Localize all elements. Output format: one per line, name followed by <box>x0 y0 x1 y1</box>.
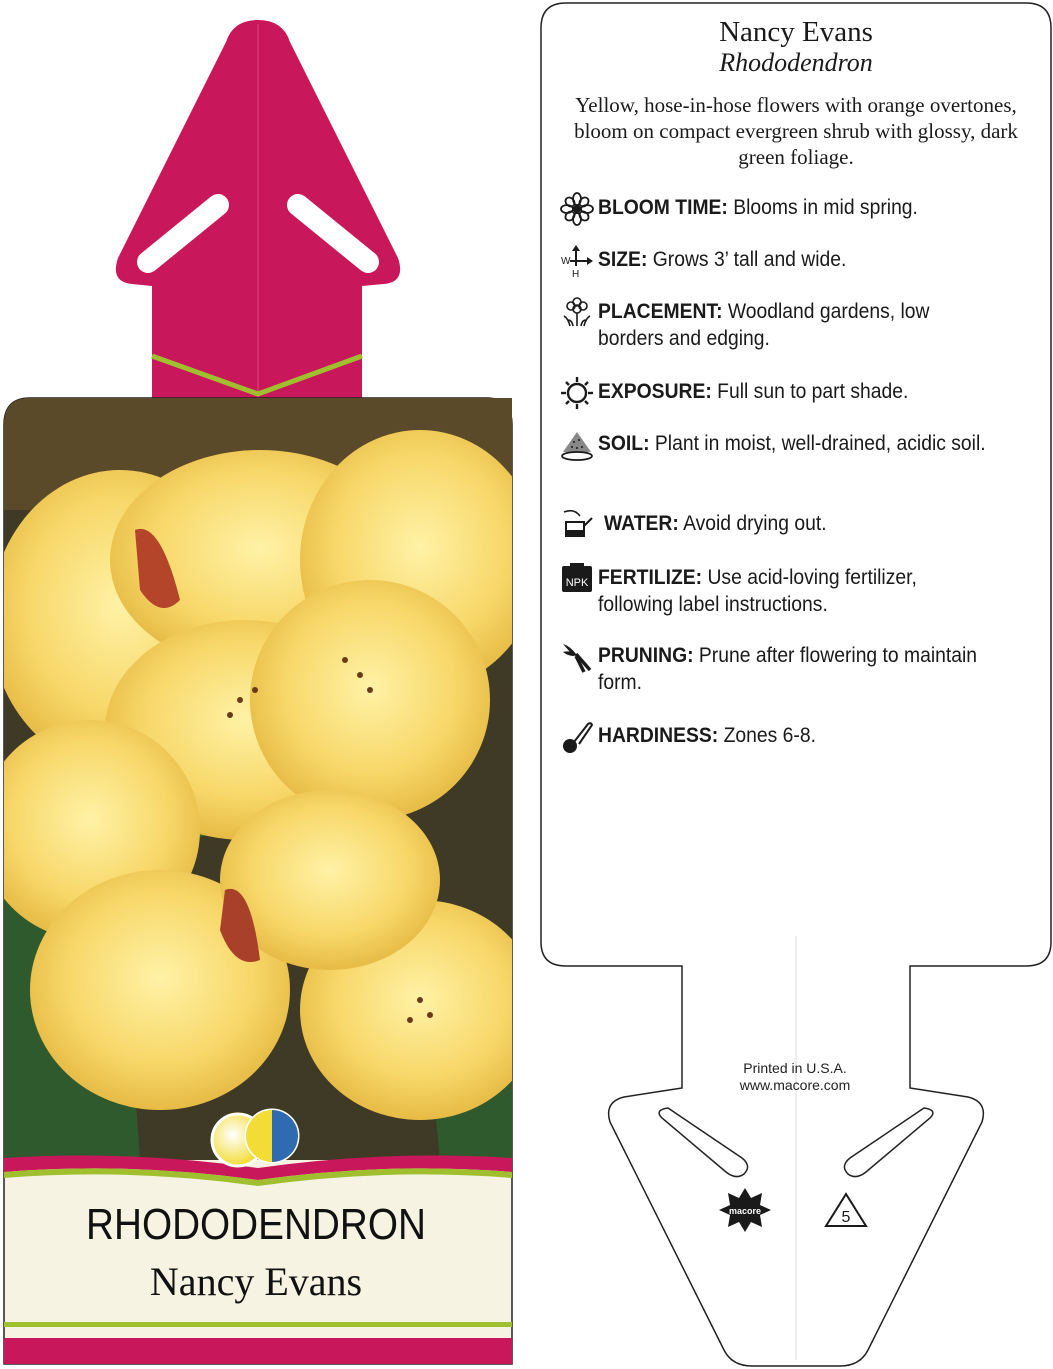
svg-text:NPK: NPK <box>565 577 589 589</box>
rhododendron-photo <box>0 390 540 1170</box>
fertilizer-icon <box>560 562 594 596</box>
front-tag <box>0 20 540 1364</box>
care-label: WATER: <box>604 512 679 535</box>
care-value: Full sun to part shade. <box>717 380 909 403</box>
care-value: Prune after flowering to maintain form. <box>598 644 978 694</box>
care-value: Woodland gardens, low borders and edging. <box>598 300 930 350</box>
soil-icon <box>560 428 594 462</box>
care-label: EXPOSURE: <box>598 380 712 403</box>
macore-logo-text: macore <box>728 1206 762 1216</box>
size-arrows-icon <box>560 244 594 278</box>
thermometer-icon <box>560 720 594 754</box>
front-cultivar-name: Nancy Evans <box>149 1259 363 1304</box>
svg-text:H: H <box>572 269 580 278</box>
care-label: BLOOM TIME: <box>598 196 728 219</box>
care-value: Use acid-loving fertilizer, following label instructions. <box>598 566 917 616</box>
front-bottom-band <box>4 1338 512 1364</box>
pruners-icon <box>560 640 594 674</box>
care-value: Plant in moist, well-drained, acidic soil. <box>654 432 986 455</box>
placement-icon <box>560 296 594 330</box>
care-label: PRUNING: <box>598 644 694 667</box>
care-label: HARDINESS: <box>598 724 719 747</box>
watering-can-icon <box>560 508 594 542</box>
printed-in-usa <box>700 1060 890 1094</box>
printed-in-text: Printed in U.S.A. <box>743 1060 847 1076</box>
care-value: Grows 3’ tall and wide. <box>652 248 847 271</box>
sun-icon <box>560 376 594 410</box>
common-name: Nancy Evans <box>719 16 873 48</box>
botanical-name: Rhododendron <box>719 48 873 77</box>
care-value: Blooms in mid spring. <box>733 196 918 219</box>
svg-text:W: W <box>561 256 571 267</box>
care-value: Avoid drying out. <box>683 512 827 535</box>
plant-description: Yellow, hose-in-hose flowers with orange overtones, bloom on compact evergreen shrub with glossy, dark green foliage. <box>574 93 1018 169</box>
care-label: SOIL: <box>598 432 650 455</box>
flower-icon <box>560 192 594 226</box>
front-genus-name: RHODODENDRON <box>86 1200 426 1249</box>
part-shade-badge <box>246 1110 298 1162</box>
recycle-code: 5 <box>841 1209 851 1226</box>
care-value: Zones 6-8. <box>723 724 816 747</box>
website-text: www.macore.com <box>739 1077 851 1093</box>
care-label: FERTILIZE: <box>598 566 703 589</box>
care-label: PLACEMENT: <box>598 300 723 323</box>
care-label: SIZE: <box>598 248 648 271</box>
